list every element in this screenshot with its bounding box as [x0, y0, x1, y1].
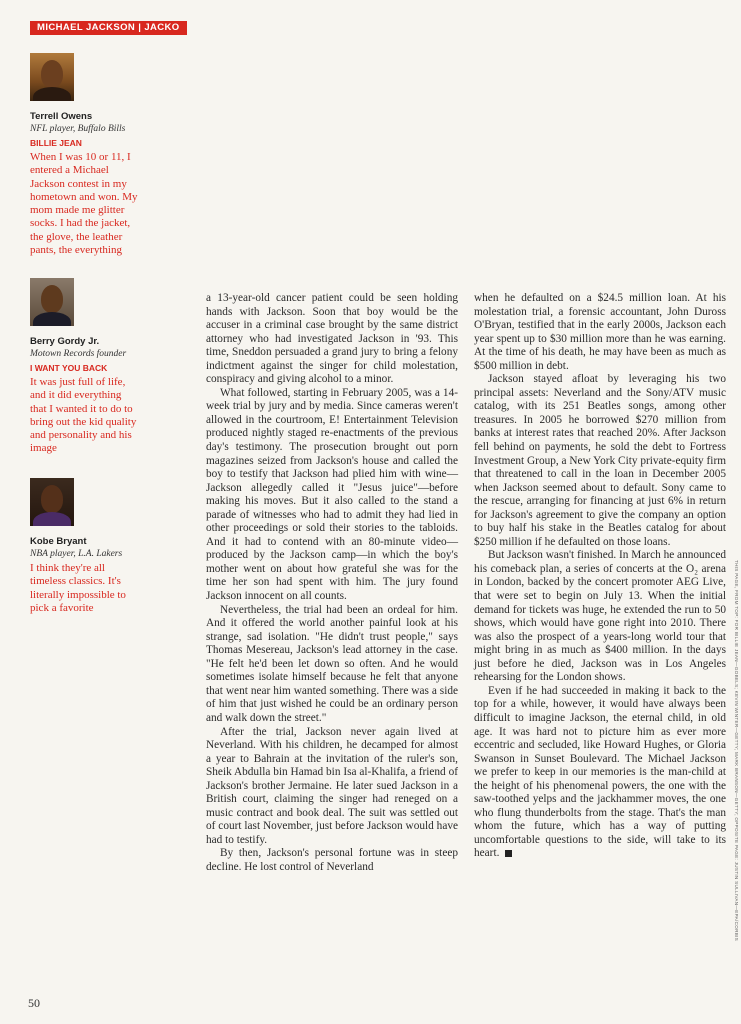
article-column-right — [474, 292, 726, 861]
person-name: Berry Gordy Jr. — [30, 336, 100, 347]
paragraph: a 13-year-old cancer patient could be seen holding hands with Jackson. Soon that boy would be the accuser in a criminal case brought by the same district attorney who had investigated Jackson in '93. This time, Sneddon persuaded a grand jury to bring a felony indictment against the singer for child molestation, conspiracy and giving alcohol to a minor. — [206, 292, 458, 386]
portrait-shoulders — [33, 87, 71, 101]
portrait-head — [41, 485, 63, 513]
sidebar-entry-berry-gordy — [30, 278, 150, 456]
portrait-head — [41, 60, 63, 88]
person-quote: When I was 10 or 11, I entered a Michael Jackson contest in my hometown and won. My mom made me glitter socks. I had the jacket, the glove, the leather pants, the everything — [30, 151, 138, 257]
paragraph: Nevertheless, the trial had been an ordeal for him. And it offered the world another painful look at his strange, sad isolation. "He didn't trust people," says Thomas Mesereau, Jackson's lead attorney in the case. "He felt he'd been let down so often. And he would sometimes isolate himself because he felt that anyone that went near him wanted something. There was a side of him that just wished he could be an ordinary person and walk down the street." — [206, 603, 458, 724]
paragraph: What followed, starting in February 2005, was a 14-week trial by jury and by media. Since cameras weren't allowed in the courtroom, E! Entertainment Television produced nightly staged re-enactments of the previous day's testimony. The prosecution brought out porn magazines seized from Jackson's house and called the boy to testify that Jackson had plied him with wine—Jackson allegedly called it "Jesus juice"—before making his moves. But it also called to the stand a parade of witnesses who had to admit they had lied in other proceedings or sold their stories to the tabloids. And it had to contend with an 80-minute video—produced by the Jackson camp—in which the boy's mother went on about how grateful she was for the time her son had spent with him. The jury found Jackson innocent on all counts. — [206, 386, 458, 603]
portrait-image — [30, 53, 74, 101]
paragraph: Jackson stayed afloat by leveraging his two principal assets: Neverland and the Sony/ATV music catalog, with its 251 Beatles songs, among other treasures. In 2005 he borrowed $270 million from banks at interest rates that reached 20%. After Jackson fell behind on payments, he sold the debt to Fortress Investment Group, a New York City private-equity firm that threatened to call in the loan in December 2005 when Jackson seemed about to default. Sony came to the rescue, arranging for financing at just 6% in return for Jackson's agreement to give the company an option to buy half his stake in the Beatles catalog for about $250 million if he defaulted on those loans. — [474, 373, 726, 548]
paragraph: when he defaulted on a $24.5 million loan. At his molestation trial, a forensic accountant, John Duross O'Bryan, testified that in the early 2000s, Jackson each year spent up to $30 million more than he was earning. At the time of his death, he may have been as much as $500 million in debt. — [474, 292, 726, 372]
portrait-image — [30, 478, 74, 526]
paragraph-last — [474, 685, 726, 861]
article-column-left — [206, 292, 458, 875]
portrait-image — [30, 278, 74, 326]
paragraph: By then, Jackson's personal fortune was in steep decline. He lost control of Neverland — [206, 847, 458, 873]
portrait-head — [41, 285, 63, 313]
paragraph-text: Even if he had succeeded in making it back to the top for a while, however, it would have always been difficult to imagine Jackson, the eternal child, in old age. It was hard not to picture him as ever more eccentric and secluded, like Howard Hughes, or Gloria Swanson in Sunset Boulevard. The Michael Jackson we prefer to keep in our memories is the man-child at the height of his phenomenal powers, the one with the saw-toothed yelps and the jackhammer moves, the one who flung thunderbolts from the stage. That's the man whom the future, which has a way of putting uncomfortable questions to the side, will take to its heart. — [474, 684, 726, 860]
photo-credit: THIS PAGE, FROM TOP: FOR BILLIE JEAN—GOBELS; KEVIN WINTER—GETTY; MARK BRANSON—GETTY; OPPOSITE PAGE: JUSTIN SULLIVAN—EPA/CORBIS — [734, 560, 739, 942]
paragraph: After the trial, Jackson never again lived at Neverland. With his children, he decamped for almost a year to Bahrain at the invitation of the ruler's son, Sheik Abdulla bin Hamad bin Isa al-Khalifa, a friend of Jackson's brother Jermaine. He later sued Jackson in a British court, claiming the singer had reneged on a music contract and book deal. The suit was settled out of court last November, just before Jackson would have had to testify. — [206, 725, 458, 846]
person-role: Motown Records founder — [30, 349, 127, 359]
end-of-article-mark — [505, 850, 512, 857]
section-header: MICHAEL JACKSON | JACKO — [30, 21, 187, 35]
portrait-shoulders — [33, 312, 71, 326]
person-name: Terrell Owens — [30, 111, 93, 122]
sidebar-entry-kobe-bryant — [30, 478, 150, 615]
person-role: NFL player, Buffalo Bills — [30, 124, 126, 134]
portrait-shoulders — [33, 512, 71, 526]
person-quote: I think they're all timeless classics. It's literally impossible to pick a favorite — [30, 562, 126, 614]
paragraph: But Jackson wasn't finished. In March he announced his comeback plan, a series of concerts at the O₂ arena in London, backed by the concert promoter AEG Live, that were set to begin on July 13. When the initial demand for tickets was huge, he extended the run to 50 shows, which would have gone right into 2010. There was also the prospect of a years-long world tour that might bring in as much as $400 million. In the days just before he died, Jackson was in Los Angeles rehearsing for the London shows. — [474, 549, 726, 684]
person-quote: It was just full of life, and it did everything that I wanted it to do to bring out the kid quality and personality and his image — [30, 376, 137, 455]
page-number: 50 — [28, 996, 40, 1010]
sidebar-entry-terrell-owens — [30, 53, 150, 257]
person-name: Kobe Bryant — [30, 536, 87, 547]
person-role: NBA player, L.A. Lakers — [30, 549, 123, 559]
song-title: BILLIE JEAN — [30, 138, 82, 148]
song-title: I WANT YOU BACK — [30, 363, 108, 373]
